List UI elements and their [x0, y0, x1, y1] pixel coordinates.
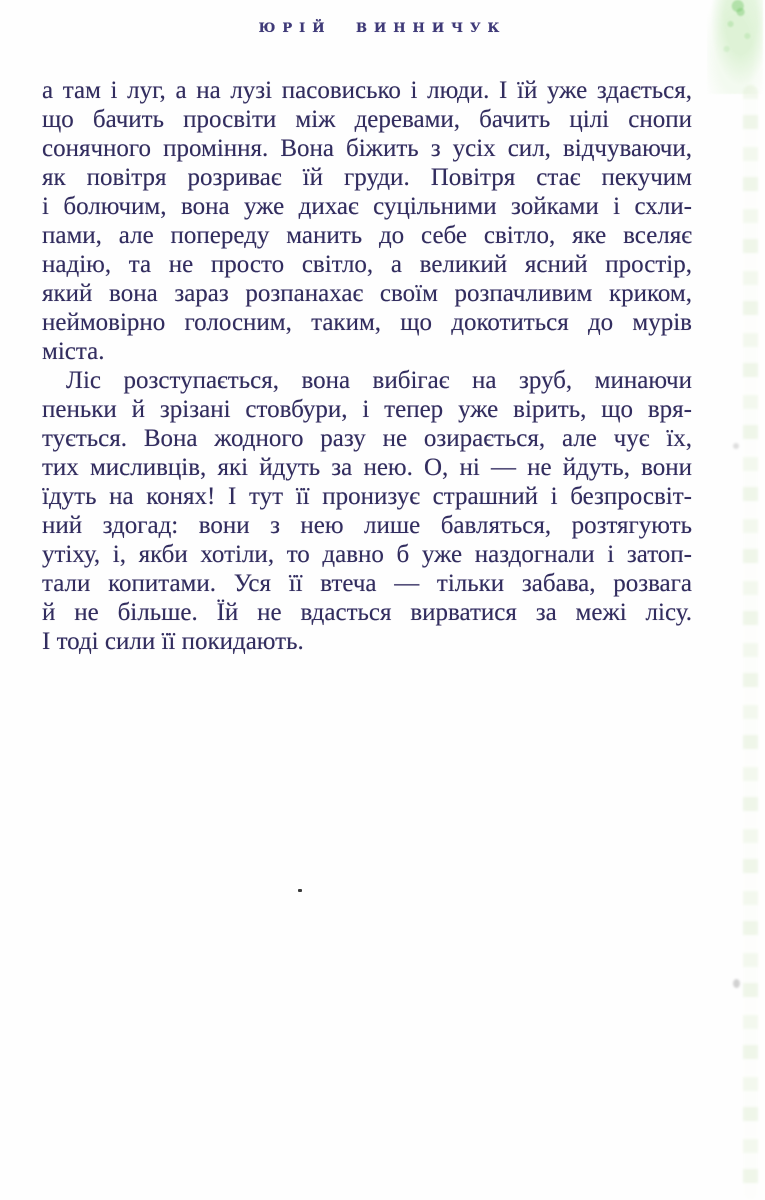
scan-edge-artifact [743, 85, 758, 1200]
text-line: і болючим, вона уже дихає суцільними зойками і схли- [42, 193, 692, 220]
text-line: утіху, і, якби хотіли, то давно б уже наздогнали і затоп- [42, 541, 692, 568]
text-line: що бачить просвіти між деревами, бачить цілі снопи [42, 106, 692, 133]
text-line: неймовірно голосним, таким, що докотиться до мурів [42, 309, 692, 336]
running-header-author: ЮРІЙ ВИННИЧУК [258, 21, 507, 36]
dust-speck [733, 979, 740, 988]
text-line: як повітря розриває їй груди. Повітря стає пекучим [42, 164, 692, 191]
text-line: ний здогад: вони з нею лише бавляться, розтягують [42, 512, 692, 539]
text-line: який вона зараз розпанахає своїм розпачливим криком, [42, 280, 692, 307]
text-line: Ліс розступається, вона вибігає на зруб, минаючи [66, 367, 692, 394]
text-line: сонячного проміння. Вона біжить з усіх сил, відчуваючи, [42, 135, 692, 162]
paragraph [42, 76, 692, 366]
paragraph [42, 366, 692, 656]
text-line: тих мисливців, які йдуть за нею. О, ні — не йдуть, вони [42, 454, 692, 481]
text-line: І тоді сили її покидають. [42, 628, 304, 655]
text-line: пами, але попереду манить до себе світло, яке вселяє [42, 222, 692, 249]
text-block [42, 76, 692, 656]
text-line: міста. [42, 338, 105, 365]
dust-speck [298, 889, 302, 892]
text-line: надію, та не просто світло, а великий ясний простір, [42, 251, 692, 278]
text-line: їдуть на конях! І тут її пронизує страшний і безпросвіт- [42, 483, 692, 510]
scan-speckle-artifact [707, 0, 763, 94]
dust-speck [733, 443, 739, 449]
text-line: пеньки й зрізані стовбури, і тепер уже вірить, що вря- [42, 396, 692, 423]
text-line: тали копитами. Уся її втеча — тільки забава, розвага [42, 570, 692, 597]
text-line: й не більше. Їй не вдасться вирватися за межі лісу. [42, 599, 692, 626]
text-line: тується. Вона жодного разу не озирається, але чує їх, [42, 425, 692, 452]
text-line: а там і луг, а на лузі пасовисько і люди. І їй уже здається, [42, 77, 692, 104]
